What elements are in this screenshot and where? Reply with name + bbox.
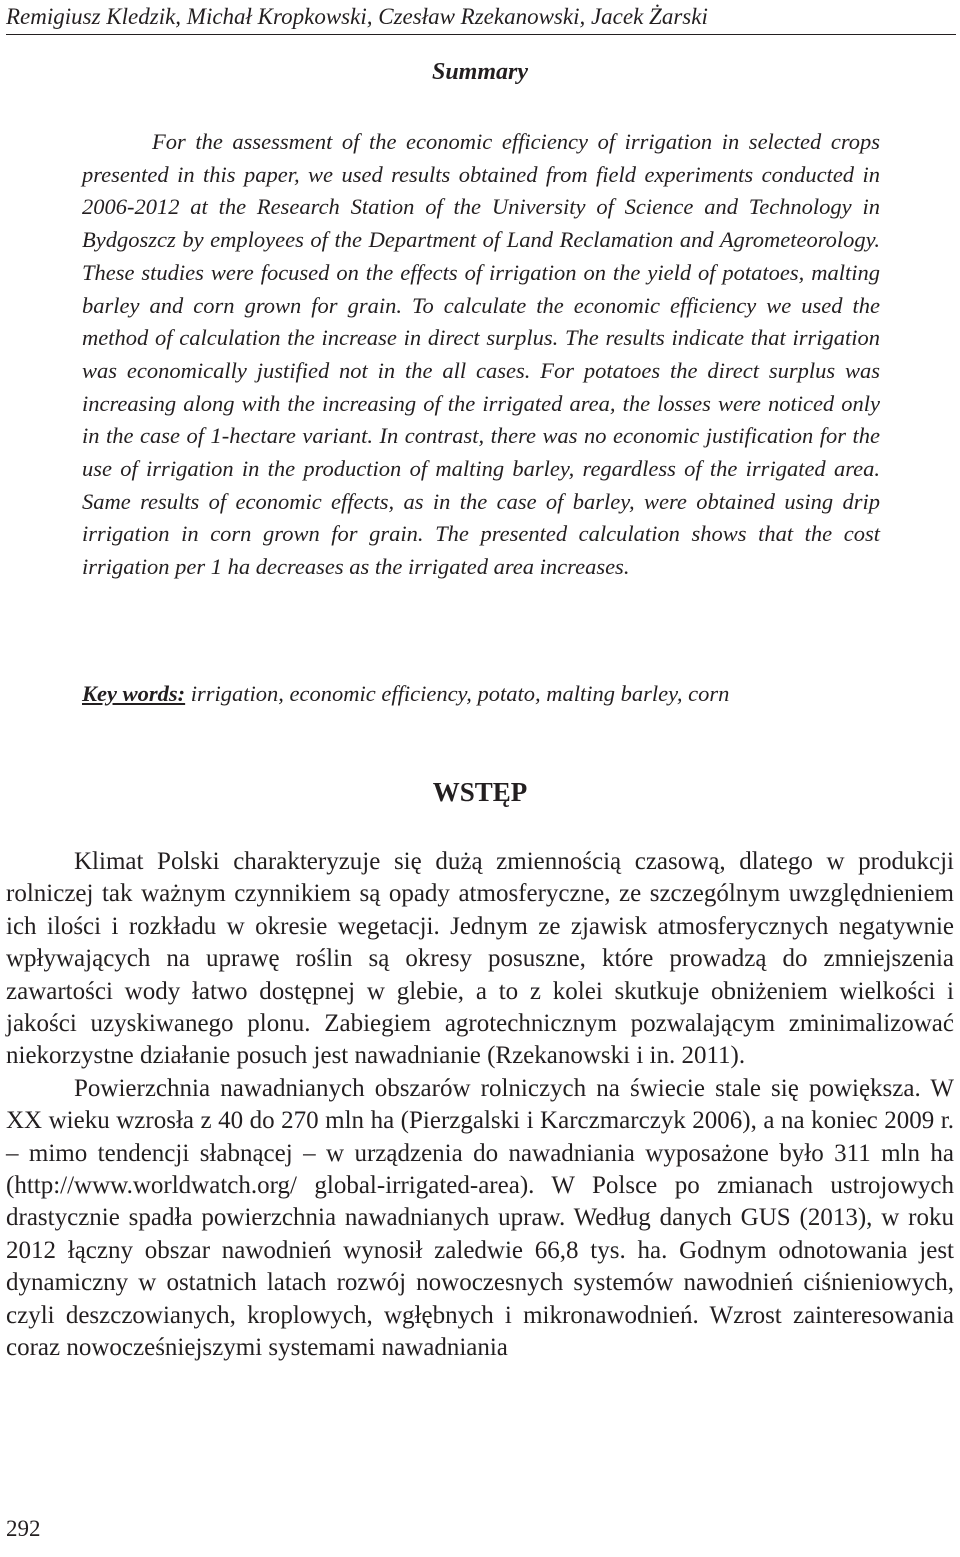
keywords-text: irrigation, economic efficiency, potato, malting barley, corn [185,681,730,706]
paragraph-2: Powierzchnia nawadnianych obszarów rolniczych na świecie stale się powiększa. W XX wieku wzrosła z 40 do 270 mln ha (Pierzgalski i Karczmarczyk 2006), a na koniec 2009 r. – mimo tendencji słabnącej – w urządzenia do nawadniania wyposażone było 311 mln ha (http://www.worldwatch.org/ global-irrigated-area). W Polsce po zmianach ustrojowych drastycznie spadła powierzchnia nawadnianych upraw. Według danych GUS (2013), w roku 2012 łączny obszar nawodnień wynosił zaledwie 66,8 tys. ha. Godnym odnotowania jest dynamiczny w ostatnich latach rozwój nowoczesnych systemów nawodnień ciśnieniowych, czyli deszczowianych, kroplowych, wgłębnych i mikronawodnień. Wzrost zainteresowania coraz nowocześniejszymi systemami nawadniania [6,1074,954,1362]
summary-title: Summary [431,59,529,85]
keywords [82,678,880,710]
running-header: Remigiusz Kledzik, Michał Kropkowski, Czesław Rzekanowski, Jacek Żarski [6,4,708,29]
paragraph-1: Klimat Polski charakteryzuje się dużą zmiennością czasową, dlatego w produkcji rolniczej tak ważnym czynnikiem są opady atmosferyczne, ze szczególnym uwzględnieniem ich ilości i rozkładu w okresie wegetacji. Jednym ze zjawisk atmosferycznych negatywnie wpływających na uprawę roślin są okresy posuszne, które prowadzą do zmniejszenia zawartości wody łatwo dostępnej w glebie, a to z kolei skutkuje obniżeniem wielkości i jakości uzyskiwanego plonu. Zabiegiem agrotechnicznym pozwalającym zminimalizować niekorzystne działanie posuch jest nawadnianie (Rzekanowski i in. 2011). [6,848,954,1070]
summary-text: For the assessment of the economic efficiency of irrigation in selected crops presented in this paper, we used results obtained from field experiments conducted in 2006-2012 at the Research Station of the University of Science and Technology in Bydgoszcz by employees of the Department of Land Reclamation and Agrometeorology. These studies were focused on the effects of irrigation on the yield of potatoes, malting barley and corn grown for grain. To calculate the economic efficiency we used the method of calculation the increase in direct surplus. The results indicate that irrigation was economically justified not in the all cases. For potatoes the direct surplus was increasing along with the increasing of the irrigated area, the losses were noticed only in the case of 1-hectare variant. In contrast, there was no economic justification for the use of irrigation in the production of malting barley, regardless of the irrigated area. Same results of economic effects, as in the case of barley, were obtained using drip irrigation in corn grown for grain. The presented calculation shows that the cost irrigation per 1 ha decreases as the irrigated area increases. [82,129,880,580]
keywords-label: Key words: [82,681,186,706]
body-text [6,846,954,1365]
section-title: WSTĘP [432,777,528,807]
header-rule [6,34,956,35]
page-number: 292 [6,1516,41,1541]
